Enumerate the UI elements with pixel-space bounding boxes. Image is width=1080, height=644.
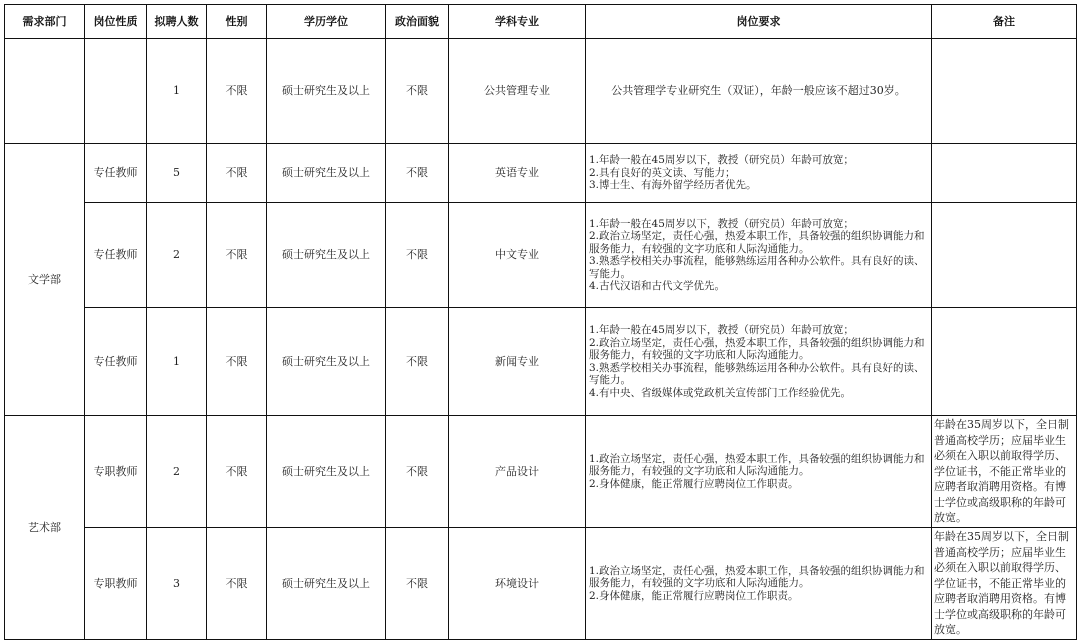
requirement-line: 1.年龄一般在45周岁以下，教授（研究员）年龄可放宽； xyxy=(589,324,854,336)
cell-count: 5 xyxy=(147,144,207,203)
cell-position-type: 专任教师 xyxy=(85,144,147,203)
header-note: 备注 xyxy=(932,5,1077,39)
cell-political: 不限 xyxy=(386,528,449,640)
requirement-line: 2.具有良好的英文读、写能力； xyxy=(589,166,736,179)
requirement-line: 4.有中央、省级媒体或党政机关宣传部门工作经验优先。 xyxy=(589,386,852,399)
header-count: 拟聘人数 xyxy=(147,5,207,39)
cell-gender: 不限 xyxy=(207,308,267,416)
requirement-line: 3.熟悉学校相关办事流程，能够熟练运用各种办公软件。具有良好的读、写能力。 xyxy=(589,255,925,280)
header-dept: 需求部门 xyxy=(5,5,85,39)
cell-gender: 不限 xyxy=(207,416,267,528)
cell-position-type: 专职教师 xyxy=(85,416,147,528)
cell-education: 硕士研究生及以上 xyxy=(267,144,386,203)
cell-count: 2 xyxy=(147,416,207,528)
cell-requirements xyxy=(586,203,932,308)
cell-education: 硕士研究生及以上 xyxy=(267,528,386,640)
cell-position-type xyxy=(85,39,147,144)
cell-political: 不限 xyxy=(386,39,449,144)
header-gender: 性别 xyxy=(207,5,267,39)
cell-political: 不限 xyxy=(386,416,449,528)
cell-note xyxy=(932,203,1077,308)
cell-political: 不限 xyxy=(386,144,449,203)
cell-education: 硕士研究生及以上 xyxy=(267,308,386,416)
header-major: 学科专业 xyxy=(449,5,586,39)
cell-education: 硕士研究生及以上 xyxy=(267,39,386,144)
cell-gender: 不限 xyxy=(207,39,267,144)
cell-dept: 文学部 xyxy=(5,144,85,416)
requirement-line: 3.熟悉学校相关办事流程，能够熟练运用各种办公软件。具有良好的读、写能力。 xyxy=(589,361,925,386)
cell-education: 硕士研究生及以上 xyxy=(267,203,386,308)
cell-count: 3 xyxy=(147,528,207,640)
table-row xyxy=(5,308,1077,416)
cell-requirements xyxy=(586,144,932,203)
cell-position-type: 专职教师 xyxy=(85,528,147,640)
cell-education: 硕士研究生及以上 xyxy=(267,416,386,528)
header-education: 学历学位 xyxy=(267,5,386,39)
cell-political: 不限 xyxy=(386,308,449,416)
cell-requirements xyxy=(586,39,932,144)
cell-dept: 艺术部 xyxy=(5,416,85,640)
recruitment-table xyxy=(4,4,1077,640)
header-political: 政治面貌 xyxy=(386,5,449,39)
cell-note: 年龄在35周岁以下，全日制普通高校学历；应届毕业生必须在入职以前取得学历、学位证书，不能正常毕业的应聘者取消聘用资格。有博士学位或高级职称的年龄可放宽。 xyxy=(932,528,1077,640)
cell-dept xyxy=(5,39,85,144)
cell-major: 新闻专业 xyxy=(449,308,586,416)
cell-major: 英语专业 xyxy=(449,144,586,203)
cell-gender: 不限 xyxy=(207,528,267,640)
cell-note xyxy=(932,144,1077,203)
cell-position-type: 专任教师 xyxy=(85,308,147,416)
cell-requirements xyxy=(586,308,932,416)
requirement-line: 3.博士生、有海外留学经历者优先。 xyxy=(589,179,757,192)
requirement-line: 2.身体健康，能正常履行应聘岗位工作职责。 xyxy=(589,589,799,602)
cell-count: 1 xyxy=(147,308,207,416)
cell-political: 不限 xyxy=(386,203,449,308)
header-row xyxy=(5,5,1077,39)
table-row xyxy=(5,416,1077,528)
requirement-line: 公共管理学专业研究生（双证），年龄一般应该不超过30岁。 xyxy=(611,83,906,97)
cell-count: 1 xyxy=(147,39,207,144)
requirement-line: 2.政治立场坚定，责任心强，热爱本职工作，具备较强的组织协调能力和服务能力，有较强的文字功底和人际沟通能力。 xyxy=(589,230,925,255)
cell-requirements xyxy=(586,416,932,528)
cell-major: 中文专业 xyxy=(449,203,586,308)
requirement-line: 1.年龄一般在45周岁以下，教授（研究员）年龄可放宽； xyxy=(589,154,854,167)
header-position-type: 岗位性质 xyxy=(85,5,147,39)
cell-gender: 不限 xyxy=(207,144,267,203)
cell-position-type: 专任教师 xyxy=(85,203,147,308)
cell-note: 年龄在35周岁以下，全日制普通高校学历；应届毕业生必须在入职以前取得学历、学位证书，不能正常毕业的应聘者取消聘用资格。有博士学位或高级职称的年龄可放宽。 xyxy=(932,416,1077,528)
table-row xyxy=(5,144,1077,203)
requirement-line: 1.年龄一般在45周岁以下，教授（研究员）年龄可放宽； xyxy=(589,217,854,230)
table-row xyxy=(5,39,1077,144)
cell-note xyxy=(932,308,1077,416)
cell-note xyxy=(932,39,1077,144)
header-requirements: 岗位要求 xyxy=(586,5,932,39)
requirement-line: 1.政治立场坚定，责任心强，热爱本职工作，具备较强的组织协调能力和服务能力，有较强的文字功底和人际沟通能力。 xyxy=(589,564,925,590)
cell-count: 2 xyxy=(147,203,207,308)
table-row xyxy=(5,528,1077,640)
cell-major: 公共管理专业 xyxy=(449,39,586,144)
cell-major: 产品设计 xyxy=(449,416,586,528)
cell-requirements xyxy=(586,528,932,640)
cell-gender: 不限 xyxy=(207,203,267,308)
cell-major: 环境设计 xyxy=(449,528,586,640)
requirement-line: 2.身体健康，能正常履行应聘岗位工作职责。 xyxy=(589,477,799,490)
requirement-line: 1.政治立场坚定，责任心强，热爱本职工作，具备较强的组织协调能力和服务能力，有较强的文字功底和人际沟通能力。 xyxy=(589,452,925,478)
table-row xyxy=(5,203,1077,308)
requirement-line: 2.政治立场坚定，责任心强，热爱本职工作，具备较强的组织协调能力和服务能力，有较强的文字功底和人际沟通能力。 xyxy=(589,336,925,361)
requirement-line: 4.古代汉语和古代文学优先。 xyxy=(589,280,726,292)
